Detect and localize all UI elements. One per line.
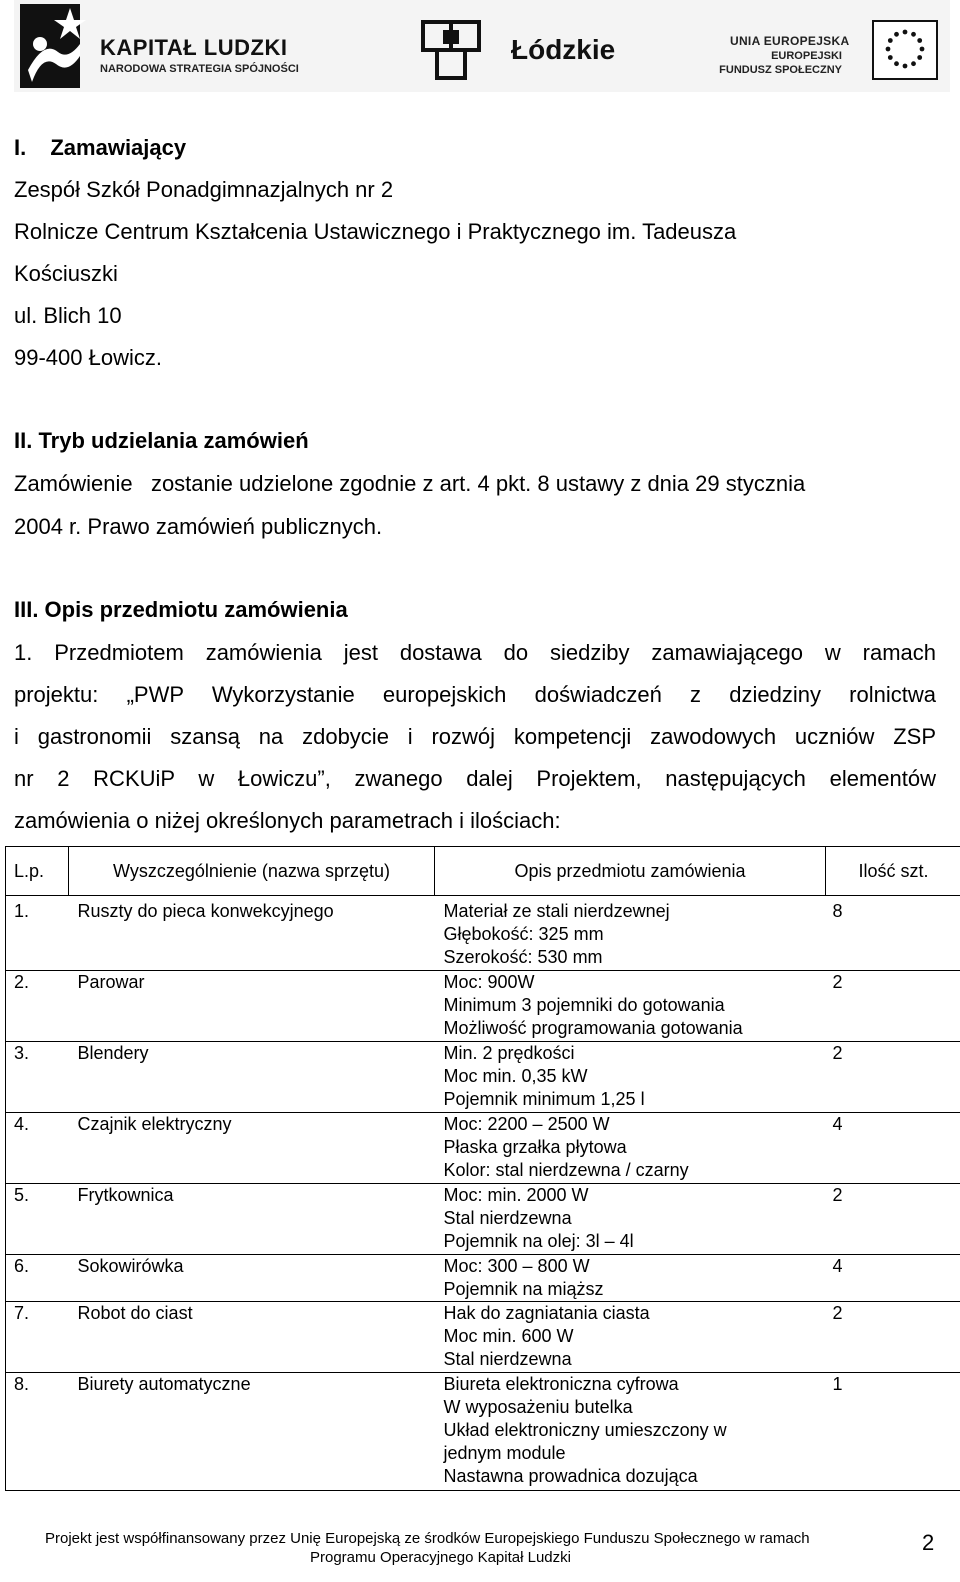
row-desc-cell	[435, 1112, 826, 1183]
opis-paragraph-line: nr 2 RCKUiP w Łowiczu”, zwanego dalej Projektem, następujących elementów	[14, 766, 936, 791]
row-name: Ruszty do pieca konwekcyjnego	[77, 901, 334, 921]
row-desc-line: Biureta elektroniczna cyfrowa	[443, 1374, 679, 1395]
row-qty-cell	[826, 1254, 960, 1302]
row-desc-cell	[435, 971, 826, 1042]
row-name-cell	[69, 971, 435, 1042]
table-row	[6, 1302, 960, 1373]
row-desc-line: Głębokość: 325 mm	[443, 924, 604, 944]
row-qty: 4	[832, 1255, 843, 1276]
row-name-cell	[69, 896, 435, 971]
header-lp: L.p.	[6, 847, 69, 896]
lodzkie-logo	[419, 0, 639, 92]
row-lp-cell	[6, 1112, 69, 1183]
logo-bar	[14, 0, 950, 92]
row-desc	[435, 971, 826, 1040]
zamawiajacy-line: Zespół Szkół Ponadgimnazjalnych nr 2	[14, 177, 394, 202]
table-row	[6, 1041, 960, 1112]
row-qty-cell	[826, 971, 960, 1042]
row-lp-cell	[6, 1302, 69, 1373]
table-header-row	[6, 847, 960, 896]
row-desc-cell	[435, 1183, 826, 1254]
row-name-cell	[69, 1183, 435, 1254]
table-row	[6, 1373, 960, 1491]
row-desc-line: Nastawna prowadnica dozująca	[443, 1466, 698, 1487]
row-qty: 2	[832, 972, 843, 992]
row-desc-line: Pojemnik minimum 1,25 l	[443, 1088, 645, 1109]
equipment-table	[5, 846, 960, 1491]
zamawiajacy-line: Kościuszki	[14, 261, 118, 286]
footer-line-2: Programu Operacyjnego Kapitał Ludzki	[310, 1549, 571, 1566]
row-desc	[435, 1042, 826, 1111]
zamawiajacy-line: ul. Blich 10	[14, 303, 122, 328]
lodzkie-name: Łódzkie	[511, 34, 616, 65]
row-desc-line: Moc min. 600 W	[443, 1326, 574, 1347]
row-desc-line: Minimum 3 pojemniki do gotowania	[443, 995, 725, 1015]
row-name: Czajnik elektryczny	[77, 1113, 232, 1134]
row-desc-line: Stal nierdzewna	[443, 1349, 572, 1370]
row-lp-cell	[6, 1254, 69, 1302]
table-row	[6, 1254, 960, 1302]
row-qty-cell	[826, 1112, 960, 1183]
row-desc-cell	[435, 1302, 826, 1373]
row-desc-line: Materiał ze stali nierdzewnej	[443, 901, 670, 921]
row-lp: 4.	[14, 1113, 30, 1134]
row-name: Robot do ciast	[77, 1303, 193, 1324]
opis-paragraph-line: i gastronomii szansą na zdobycie i rozwój kompetencji zawodowych uczniów ZSP	[14, 724, 936, 749]
row-qty-cell	[826, 896, 960, 971]
row-qty-cell	[826, 1373, 960, 1491]
row-desc	[435, 1373, 826, 1488]
row-lp-cell	[6, 896, 69, 971]
row-desc-line: Moc: min. 2000 W	[443, 1184, 589, 1205]
tryb-line: 2004 r. Prawo zamówień publicznych.	[14, 514, 383, 539]
row-lp: 7.	[14, 1303, 30, 1324]
row-lp: 5.	[14, 1184, 30, 1205]
table-body	[6, 896, 960, 1491]
row-desc-line: Min. 2 prędkości	[443, 1042, 575, 1063]
row-desc-cell	[435, 1041, 826, 1112]
eu-flag-icon	[872, 20, 938, 80]
row-desc	[435, 896, 826, 969]
table-row	[6, 971, 960, 1042]
row-desc	[435, 1113, 826, 1182]
header-name: Wyszczególnienie (nazwa sprzętu)	[69, 847, 435, 896]
page-number: 2	[922, 1530, 935, 1555]
footer-line-1: Projekt jest współfinansowany przez Unię Europejską ze środków Europejskiego Funduszu Społecznego w ramach	[45, 1530, 810, 1547]
row-name: Sokowirówka	[77, 1255, 184, 1276]
row-qty: 8	[832, 901, 843, 921]
row-desc-line: Stal nierdzewna	[443, 1207, 572, 1228]
eu-logo	[704, 0, 950, 92]
section-1-heading	[14, 127, 186, 169]
row-desc-cell	[435, 1254, 826, 1302]
table-row	[6, 1183, 960, 1254]
row-name: Parowar	[77, 972, 145, 992]
zamawiajacy-line: 99-400 Łowicz.	[14, 345, 162, 370]
row-name-cell	[69, 1254, 435, 1302]
row-desc-line: Moc min. 0,35 kW	[443, 1065, 588, 1086]
row-name-cell	[69, 1373, 435, 1491]
row-lp: 2.	[14, 972, 30, 992]
row-qty: 2	[832, 1042, 843, 1063]
row-desc-line: Moc: 2200 – 2500 W	[443, 1113, 610, 1134]
opis-paragraph	[14, 632, 936, 842]
row-lp-cell	[6, 1041, 69, 1112]
row-desc-line: Pojemnik na olej: 3l – 4l	[443, 1230, 634, 1251]
opis-paragraph-line: zamówienia o niżej określonych parametrach i ilościach:	[14, 808, 561, 833]
kapital-ludzki-subtitle: NARODOWA STRATEGIA SPÓJNOŚCI	[100, 63, 299, 75]
row-lp: 6.	[14, 1255, 30, 1276]
row-desc-line: Hak do zagniatania ciasta	[443, 1303, 650, 1324]
row-desc-cell	[435, 1373, 826, 1491]
section-3-heading: III. Opis przedmiotu zamówienia	[14, 597, 348, 622]
row-name: Frytkownica	[77, 1184, 174, 1205]
row-lp: 1.	[14, 901, 30, 921]
row-desc	[435, 1255, 826, 1301]
row-desc-line: Pojemnik na miąższ	[443, 1278, 604, 1299]
row-lp-cell	[6, 1373, 69, 1491]
row-qty-cell	[826, 1183, 960, 1254]
row-name: Biurety automatyczne	[77, 1374, 251, 1395]
row-name-cell	[69, 1041, 435, 1112]
row-name-cell	[69, 1302, 435, 1373]
eu-title: UNIA EUROPEJSKA	[730, 34, 850, 48]
tryb-line: Zamówienie zostanie udzielone zgodnie z art. 4 pkt. 8 ustawy z dnia 29 stycznia	[14, 471, 806, 496]
row-lp-cell	[6, 971, 69, 1042]
row-desc	[435, 1184, 826, 1253]
table-row	[6, 896, 960, 971]
row-desc-cell	[435, 896, 826, 971]
row-desc-line: Układ elektroniczny umieszczony w	[443, 1420, 727, 1441]
row-desc-line: Moc: 900W	[443, 972, 535, 992]
row-name-cell	[69, 1112, 435, 1183]
row-desc-line: W wyposażeniu butelka	[443, 1397, 633, 1418]
section-2-heading: II. Tryb udzielania zamówień	[14, 428, 309, 453]
header-qty: Ilość szt.	[826, 847, 960, 896]
header-desc: Opis przedmiotu zamówienia	[435, 847, 826, 896]
row-lp: 8.	[14, 1374, 30, 1395]
row-qty-cell	[826, 1302, 960, 1373]
section-1-title: Zamawiający	[50, 135, 187, 160]
section-1-number: I.	[14, 135, 27, 160]
kapital-ludzki-logo	[14, 0, 334, 92]
row-desc-line: Możliwość programowania gotowania	[443, 1018, 743, 1038]
zamawiajacy-line: Rolnicze Centrum Kształcenia Ustawicznego i Praktycznego im. Tadeusza	[14, 219, 737, 244]
row-name: Blendery	[77, 1042, 149, 1063]
table-row	[6, 1112, 960, 1183]
kapital-ludzki-emblem-icon	[14, 0, 94, 92]
kapital-ludzki-title: KAPITAŁ LUDZKI	[100, 35, 288, 60]
eu-line-2: FUNDUSZ SPOŁECZNY	[719, 64, 842, 76]
row-qty: 4	[832, 1113, 843, 1134]
row-qty: 2	[832, 1184, 843, 1205]
opis-paragraph-line: projektu: „PWP Wykorzystanie europejskich doświadczeń z dziedziny rolnictwa	[14, 682, 936, 707]
row-qty: 2	[832, 1303, 843, 1324]
row-desc-line: Kolor: stal nierdzewna / czarny	[443, 1159, 689, 1180]
row-lp-cell	[6, 1183, 69, 1254]
row-desc-line: jednym module	[443, 1443, 566, 1464]
eu-line-1: EUROPEJSKI	[771, 50, 842, 62]
row-desc-line: Płaska grzałka płytowa	[443, 1136, 627, 1157]
row-lp: 3.	[14, 1042, 30, 1063]
row-qty: 1	[832, 1374, 843, 1395]
lodzkie-emblem-icon	[419, 0, 499, 92]
row-qty-cell	[826, 1041, 960, 1112]
opis-paragraph-line: 1. Przedmiotem zamówienia jest dostawa do siedziby zamawiającego w ramach	[14, 640, 936, 665]
row-desc-line: Moc: 300 – 800 W	[443, 1255, 590, 1276]
row-desc	[435, 1302, 826, 1371]
row-desc-line: Szerokość: 530 mm	[443, 947, 603, 967]
